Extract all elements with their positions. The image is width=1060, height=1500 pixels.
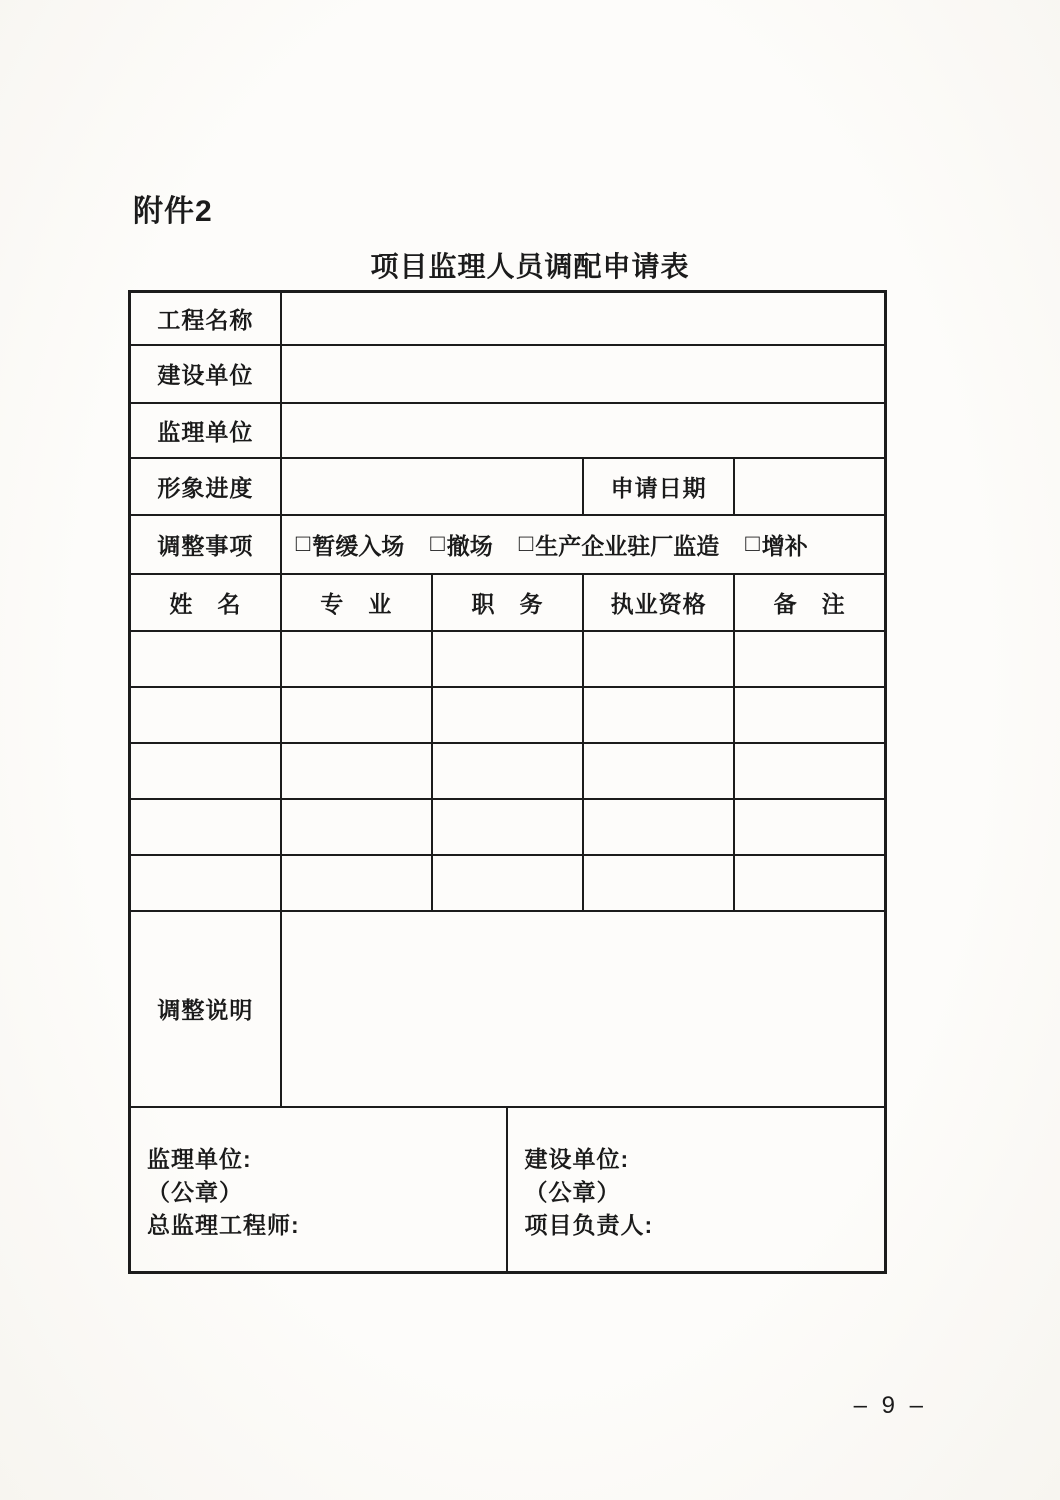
option-withdraw — [430, 528, 493, 561]
personnel-header-row — [130, 574, 886, 631]
personnel-cell — [583, 687, 734, 743]
checkbox-icon: □ — [518, 530, 534, 557]
progress-value — [281, 458, 583, 515]
personnel-cell — [583, 855, 734, 911]
personnel-cell — [432, 631, 583, 687]
personnel-cell — [583, 743, 734, 799]
personnel-cell — [734, 631, 885, 687]
personnel-cell — [734, 799, 885, 855]
personnel-cell — [583, 631, 734, 687]
supervision-unit-value — [281, 403, 886, 458]
page-number: – 9 – — [853, 1392, 927, 1419]
option-factory-supervision — [519, 528, 720, 561]
construction-unit-sign-label: 建设单位: — [524, 1145, 630, 1172]
personnel-cell — [432, 743, 583, 799]
personnel-cell — [734, 855, 885, 911]
personnel-cell — [432, 799, 583, 855]
adjustment-options — [282, 528, 884, 561]
personnel-row — [130, 687, 886, 743]
progress-label: 形象进度 — [130, 458, 281, 515]
personnel-cell — [583, 799, 734, 855]
form-title: 项目监理人员调配申请表 — [370, 251, 690, 282]
construction-unit-value — [281, 345, 886, 403]
option-label: 暂缓入场 — [312, 532, 405, 559]
supervision-seal-label: （公章） — [147, 1178, 243, 1205]
checkbox-icon: □ — [295, 530, 311, 557]
project-name-value — [281, 292, 886, 345]
personnel-cell — [432, 687, 583, 743]
option-suspend-entry — [296, 528, 405, 561]
personnel-row — [130, 799, 886, 855]
project-leader-label: 项目负责人: — [524, 1211, 654, 1238]
supervision-unit-sign-label: 监理单位: — [147, 1145, 252, 1172]
personnel-cell — [130, 743, 281, 799]
apply-date-value — [734, 458, 885, 515]
checkbox-icon: □ — [745, 530, 760, 557]
personnel-row — [130, 743, 886, 799]
personnel-cell — [432, 855, 583, 911]
header-name: 姓 名 — [130, 574, 281, 631]
row-adjustment-options — [130, 515, 886, 574]
option-label: 生产企业驻厂监造 — [535, 532, 720, 559]
supervision-unit-label: 监理单位 — [130, 403, 281, 458]
header-remarks: 备 注 — [734, 574, 885, 631]
option-label: 撤场 — [446, 532, 493, 559]
checkbox-icon: □ — [430, 530, 445, 557]
construction-seal-label: （公章） — [524, 1178, 621, 1205]
personnel-cell — [734, 687, 885, 743]
chief-engineer-label: 总监理工程师: — [147, 1211, 300, 1238]
personnel-cell — [130, 799, 281, 855]
project-name-label: 工程名称 — [130, 292, 281, 345]
personnel-cell — [281, 743, 432, 799]
row-progress-date — [130, 458, 886, 515]
option-label: 增补 — [761, 532, 808, 559]
row-adjustment-note — [130, 911, 886, 1107]
header-position: 职 务 — [432, 574, 583, 631]
personnel-cell — [734, 743, 885, 799]
apply-date-label: 申请日期 — [583, 458, 734, 515]
adjustment-note-label: 调整说明 — [130, 911, 281, 1107]
personnel-cell — [281, 855, 432, 911]
row-supervision-unit — [130, 403, 886, 458]
personnel-cell — [130, 687, 281, 743]
personnel-cell — [281, 631, 432, 687]
signature-construction-block — [508, 1121, 884, 1258]
adjustment-label: 调整事项 — [130, 515, 281, 574]
personnel-cell — [281, 799, 432, 855]
personnel-cell — [130, 855, 281, 911]
personnel-row — [130, 631, 886, 687]
construction-unit-label: 建设单位 — [130, 345, 281, 403]
adjustment-options-cell — [281, 515, 886, 574]
personnel-cell — [130, 631, 281, 687]
personnel-cell — [281, 687, 432, 743]
signature-construction-cell — [507, 1107, 885, 1273]
personnel-row — [130, 855, 886, 911]
signature-row — [130, 1107, 886, 1273]
signature-supervision-block — [131, 1121, 506, 1258]
allocation-form-table — [128, 290, 887, 1274]
attachment-label: 附件2 — [133, 195, 213, 228]
option-supplement — [745, 528, 808, 561]
header-specialty: 专 业 — [281, 574, 432, 631]
row-project-name — [130, 292, 886, 345]
adjustment-note-value — [281, 911, 886, 1107]
signature-supervision-cell — [130, 1107, 508, 1273]
header-qualification: 执业资格 — [583, 574, 734, 631]
row-construction-unit — [130, 345, 886, 403]
